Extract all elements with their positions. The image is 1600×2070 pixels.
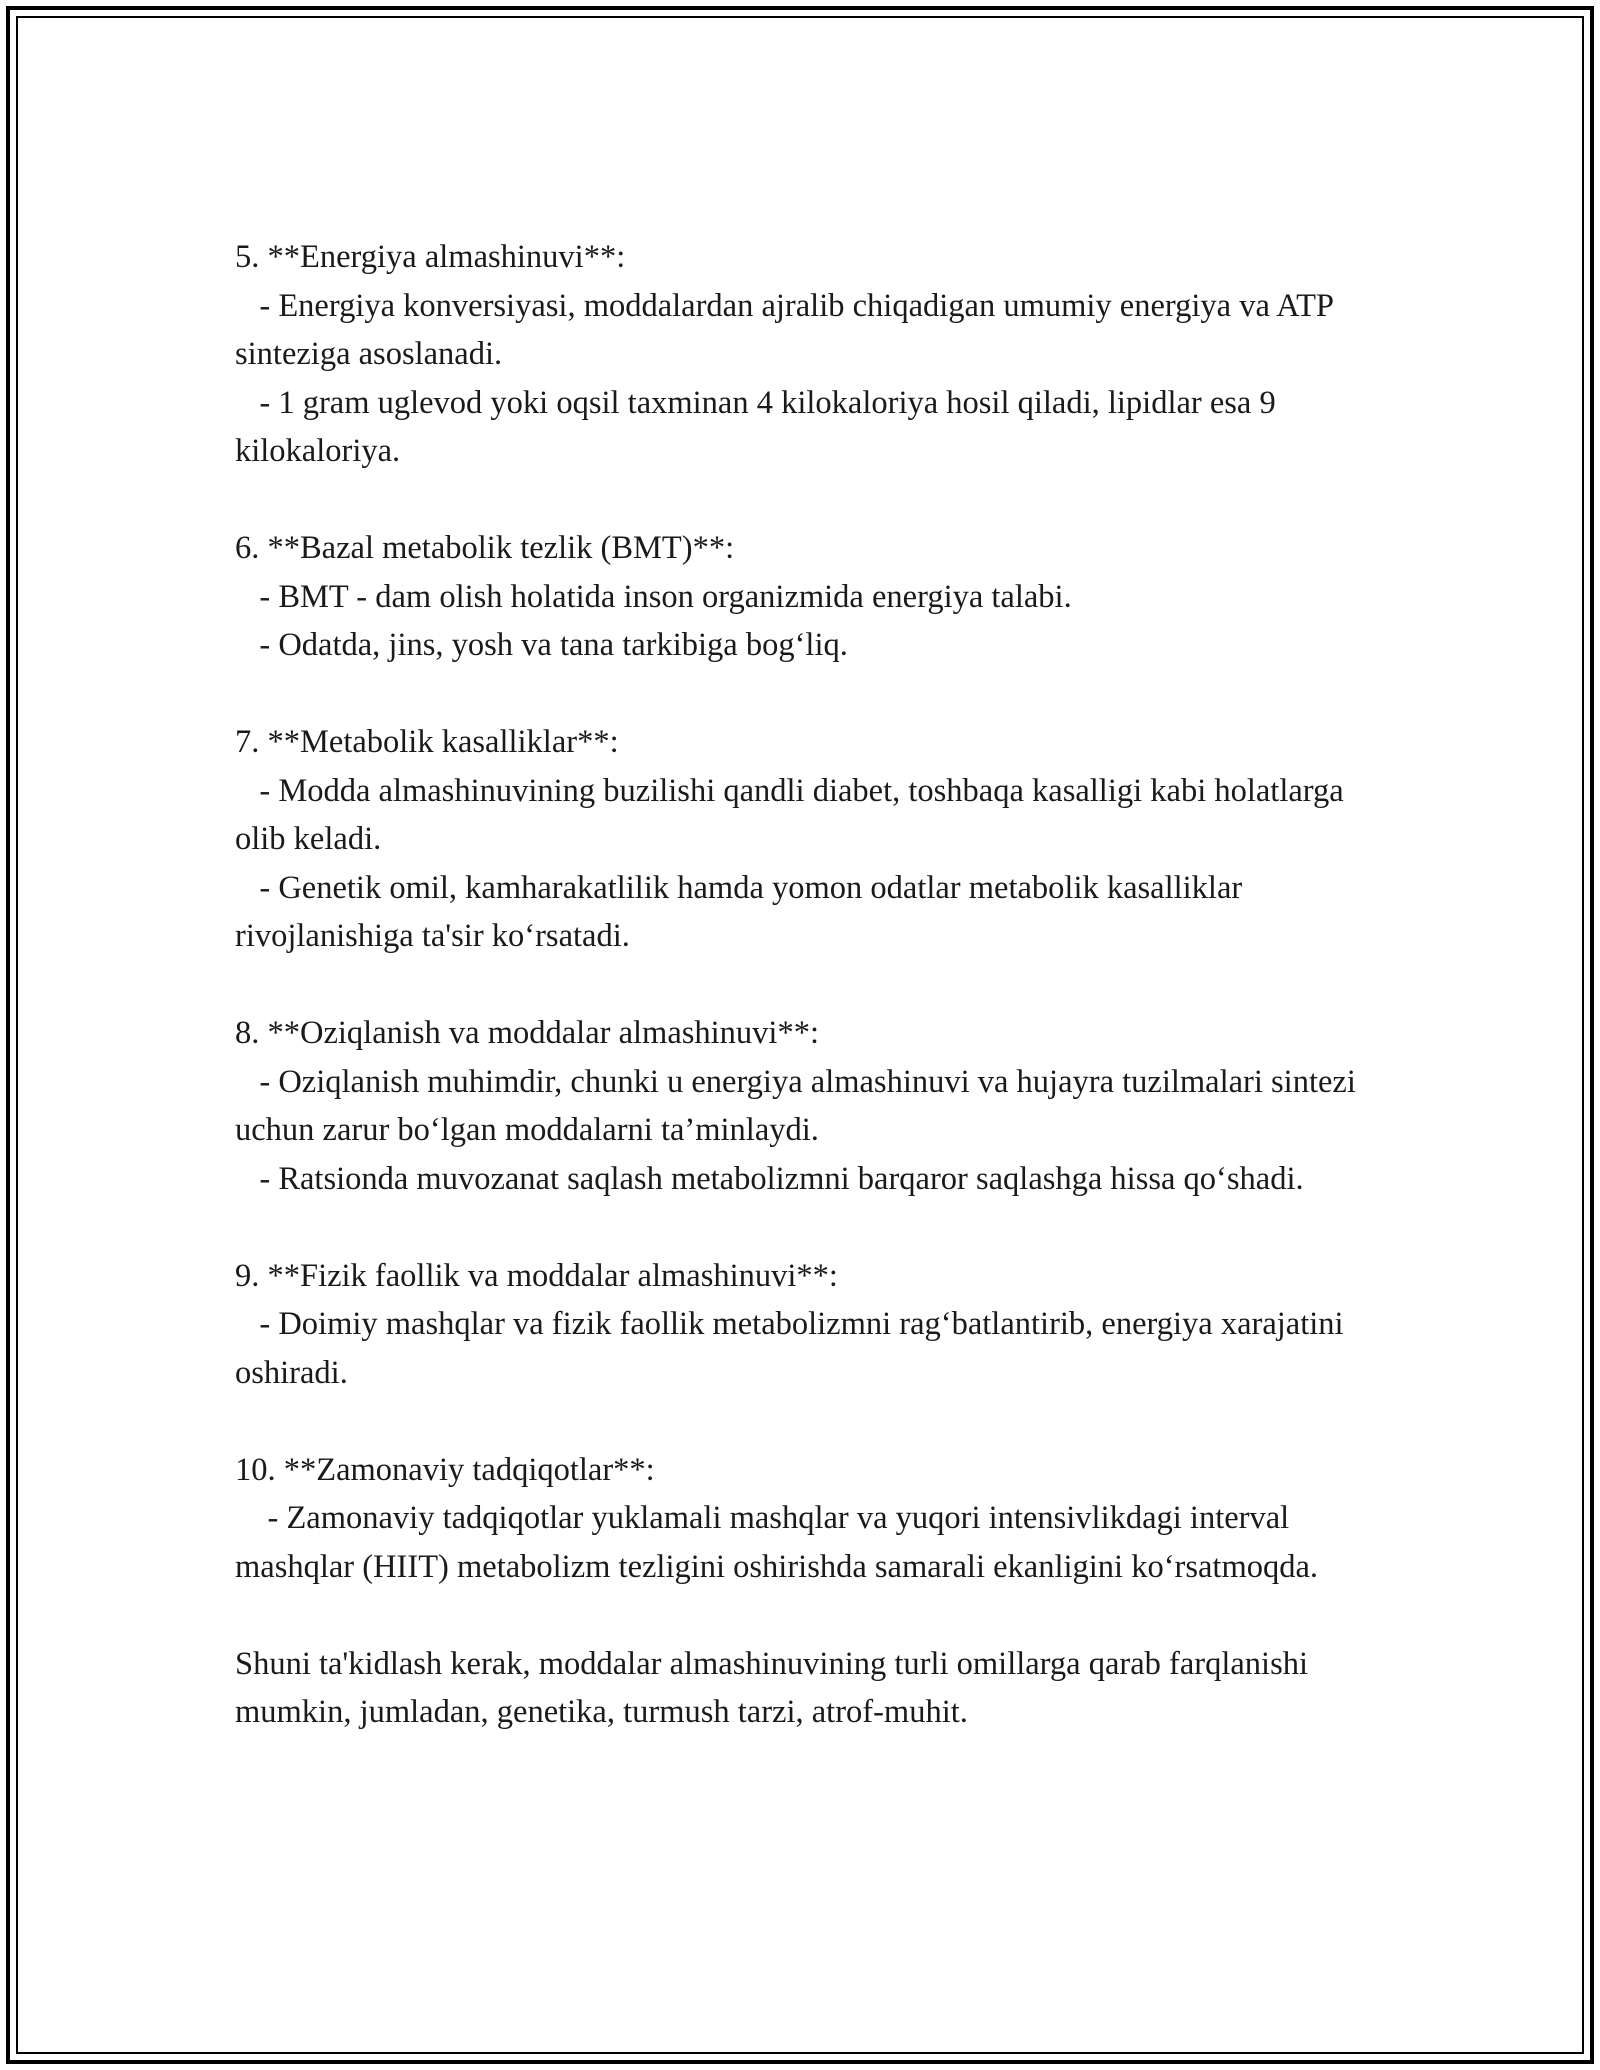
section-heading: 10. **Zamonaviy tadqiqotlar**: [235,1451,655,1488]
bullet-item: - Energiya konversiyasi, moddalardan ajralib chiqadigan umumiy energiya va ATP sinteziga asoslanadi. [235,287,1341,372]
document-body [235,233,1375,1785]
section-physical-activity [235,1252,1375,1398]
section-heading: 6. **Bazal metabolik tezlik (BMT)**: [235,530,735,566]
section-heading: 7. **Metabolik kasalliklar**: [235,724,619,760]
bullet-item: - Ratsionda muvozanat saqlash metabolizmni barqaror saqlashga hissa qo‘shadi. [235,1160,1304,1197]
section-heading: 5. **Energiya almashinuvi**: [235,239,626,275]
bullet-item: - Genetik omil, kamharakatlilik hamda yomon odatlar metabolik kasalliklar rivojlanishiga ta'sir ko‘rsatadi. [235,869,1251,954]
bullet-item: - Modda almashinuvining buzilishi qandli diabet, toshbaqa kasalligi kabi holatlarga olib keladi. [235,772,1352,857]
section-conclusion [235,1640,1375,1737]
bullet-item: - Odatda, jins, yosh va tana tarkibiga bog‘liq. [235,627,848,663]
bullet-item: - Zamonaviy tadqiqotlar yuklamali mashqlar va yuqori intensivlikdagi interval mashqlar (HIIT) metabolizm tezligini oshirishda samarali ekanligini ko‘rsatmoqda. [235,1500,1319,1585]
section-energy-exchange [235,233,1375,476]
bullet-item: - 1 gram uglevod yoki oqsil taxminan 4 kilokaloriya hosil qiladi, lipidlar esa 9 kilokaloriya. [235,384,1284,469]
bullet-item: - Doimiy mashqlar va fizik faollik metabolizmni rag‘batlantirib, energiya xarajatini oshiradi. [235,1306,1352,1391]
section-metabolic-diseases [235,718,1375,961]
section-basal-metabolic-rate [235,524,1375,670]
section-nutrition [235,1009,1375,1203]
conclusion-paragraph: Shuni ta'kidlash kerak, moddalar almashinuvining turli omillarga qarab farqlanishi mumkin, jumladan, genetika, turmush tarzi, atrof-muhit. [235,1645,1317,1730]
section-heading: 9. **Fizik faollik va moddalar almashinuvi**: [235,1257,838,1294]
section-modern-research [235,1446,1375,1592]
bullet-item: - Oziqlanish muhimdir, chunki u energiya almashinuvi va hujayra tuzilmalari sintezi uchun zarur bo‘lgan moddalarni ta’minlaydi. [235,1063,1364,1148]
bullet-item: - BMT - dam olish holatida inson organizmida energiya talabi. [235,578,1072,615]
section-heading: 8. **Oziqlanish va moddalar almashinuvi**: [235,1015,819,1051]
